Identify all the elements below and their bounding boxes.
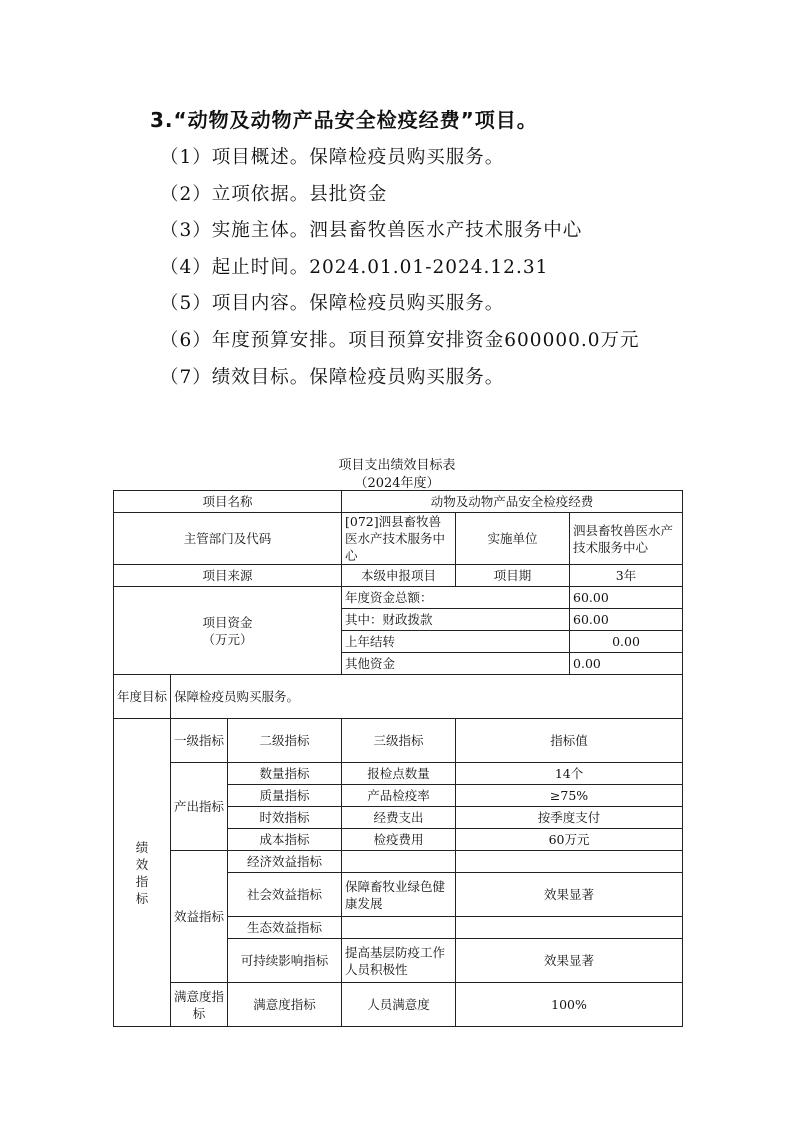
paragraph-overview: （1）项目概述。保障检疫员购买服务。 (160, 147, 505, 168)
table-row (114, 851, 683, 873)
period-value: 3年 (570, 565, 683, 587)
dept-label: 主管部门及代码 (114, 513, 342, 565)
project-name-label: 项目名称 (114, 491, 342, 513)
dept-value: [072]泗县畜牧兽医水产技术服务中心 (342, 513, 456, 565)
benefit-l2: 社会效益指标 (228, 873, 342, 917)
perf-label-text: 绩效指标 (135, 839, 149, 906)
output-value: 60万元 (456, 829, 683, 851)
table-title: 项目支出绩效目标表 (338, 458, 456, 473)
header-level3: 三级指标 (342, 719, 456, 763)
paragraph-goal: （7）绩效目标。保障检疫员购买服务。 (160, 367, 505, 388)
paragraph-period: （4）起止时间。2024.01.01-2024.12.31 (160, 257, 549, 278)
annual-goal-label: 年度目标 (114, 675, 171, 719)
output-l3: 检疫费用 (342, 829, 456, 851)
funds-fiscal-value: 60.00 (570, 609, 683, 631)
annual-goal-value: 保障检疫员购买服务。 (171, 675, 683, 719)
funds-label-line1: 项目资金 (202, 614, 253, 630)
table-row (114, 983, 683, 1027)
output-l3: 产品检疫率 (342, 785, 456, 807)
table-row (114, 587, 683, 609)
table-row (114, 491, 683, 513)
output-value: 按季度支付 (456, 807, 683, 829)
satisfaction-value: 100% (456, 983, 683, 1027)
period-label: 项目期 (456, 565, 570, 587)
benefit-value (456, 851, 683, 873)
benefit-l2: 经济效益指标 (228, 851, 342, 873)
paragraph-budget: （6）年度预算安排。项目预算安排资金600000.0万元 (160, 330, 640, 351)
header-level1: 一级指标 (171, 719, 228, 763)
output-value: 14个 (456, 763, 683, 785)
output-l3: 经费支出 (342, 807, 456, 829)
output-l2: 时效指标 (228, 807, 342, 829)
benefit-l2: 生态效益指标 (228, 917, 342, 939)
benefit-l3: 提高基层防疫工作人员积极性 (342, 939, 456, 983)
paragraph-implementer: （3）实施主体。泗县畜牧兽医水产技术服务中心 (160, 220, 583, 241)
performance-table (113, 490, 683, 1027)
benefit-value (456, 917, 683, 939)
satisfaction-l3: 人员满意度 (342, 983, 456, 1027)
benefit-value: 效果显著 (456, 873, 683, 917)
table-row (114, 763, 683, 785)
benefit-value: 效果显著 (456, 939, 683, 983)
satisfaction-label: 满意度指标 (171, 983, 228, 1027)
output-value: ≥75% (456, 785, 683, 807)
funds-fiscal-label: 其中：财政拨款 (342, 609, 570, 631)
paragraph-basis: （2）立项依据。县批资金 (160, 184, 388, 205)
benefit-l3 (342, 917, 456, 939)
table-subtitle: （2024年度） (354, 476, 440, 491)
funds-carryover-value: 0.00 (570, 631, 683, 653)
funds-other-value: 0.00 (570, 653, 683, 675)
output-l2: 质量指标 (228, 785, 342, 807)
header-value: 指标值 (456, 719, 683, 763)
benefit-l3 (342, 851, 456, 873)
header-level2: 二级指标 (228, 719, 342, 763)
source-value: 本级申报项目 (342, 565, 456, 587)
funds-label-line2: （万元） (202, 631, 253, 647)
paragraph-content: （5）项目内容。保障检疫员购买服务。 (160, 293, 505, 314)
output-l2: 成本指标 (228, 829, 342, 851)
funds-carryover-label: 上年结转 (342, 631, 570, 653)
funds-label (114, 587, 342, 675)
table-row (114, 719, 683, 763)
impl-unit-label: 实施单位 (456, 513, 570, 565)
funds-total-value: 60.00 (570, 587, 683, 609)
output-l3: 报检点数量 (342, 763, 456, 785)
benefit-label: 效益指标 (171, 851, 228, 983)
output-l2: 数量指标 (228, 763, 342, 785)
table-row (114, 675, 683, 719)
satisfaction-l2: 满意度指标 (228, 983, 342, 1027)
benefit-l3: 保障畜牧业绿色健康发展 (342, 873, 456, 917)
output-label: 产出指标 (171, 763, 228, 851)
perf-label (114, 719, 171, 1027)
section-heading: 3.“动物及动物产品安全检疫经费”项目。 (150, 108, 538, 132)
source-label: 项目来源 (114, 565, 342, 587)
funds-total-label: 年度资金总额： (342, 587, 570, 609)
funds-other-label: 其他资金 (342, 653, 570, 675)
table-row (114, 565, 683, 587)
project-name-value: 动物及动物产品安全检疫经费 (342, 491, 683, 513)
impl-unit-value: 泗县畜牧兽医水产技术服务中心 (570, 513, 683, 565)
benefit-l2: 可持续影响指标 (228, 939, 342, 983)
table-row (114, 513, 683, 565)
